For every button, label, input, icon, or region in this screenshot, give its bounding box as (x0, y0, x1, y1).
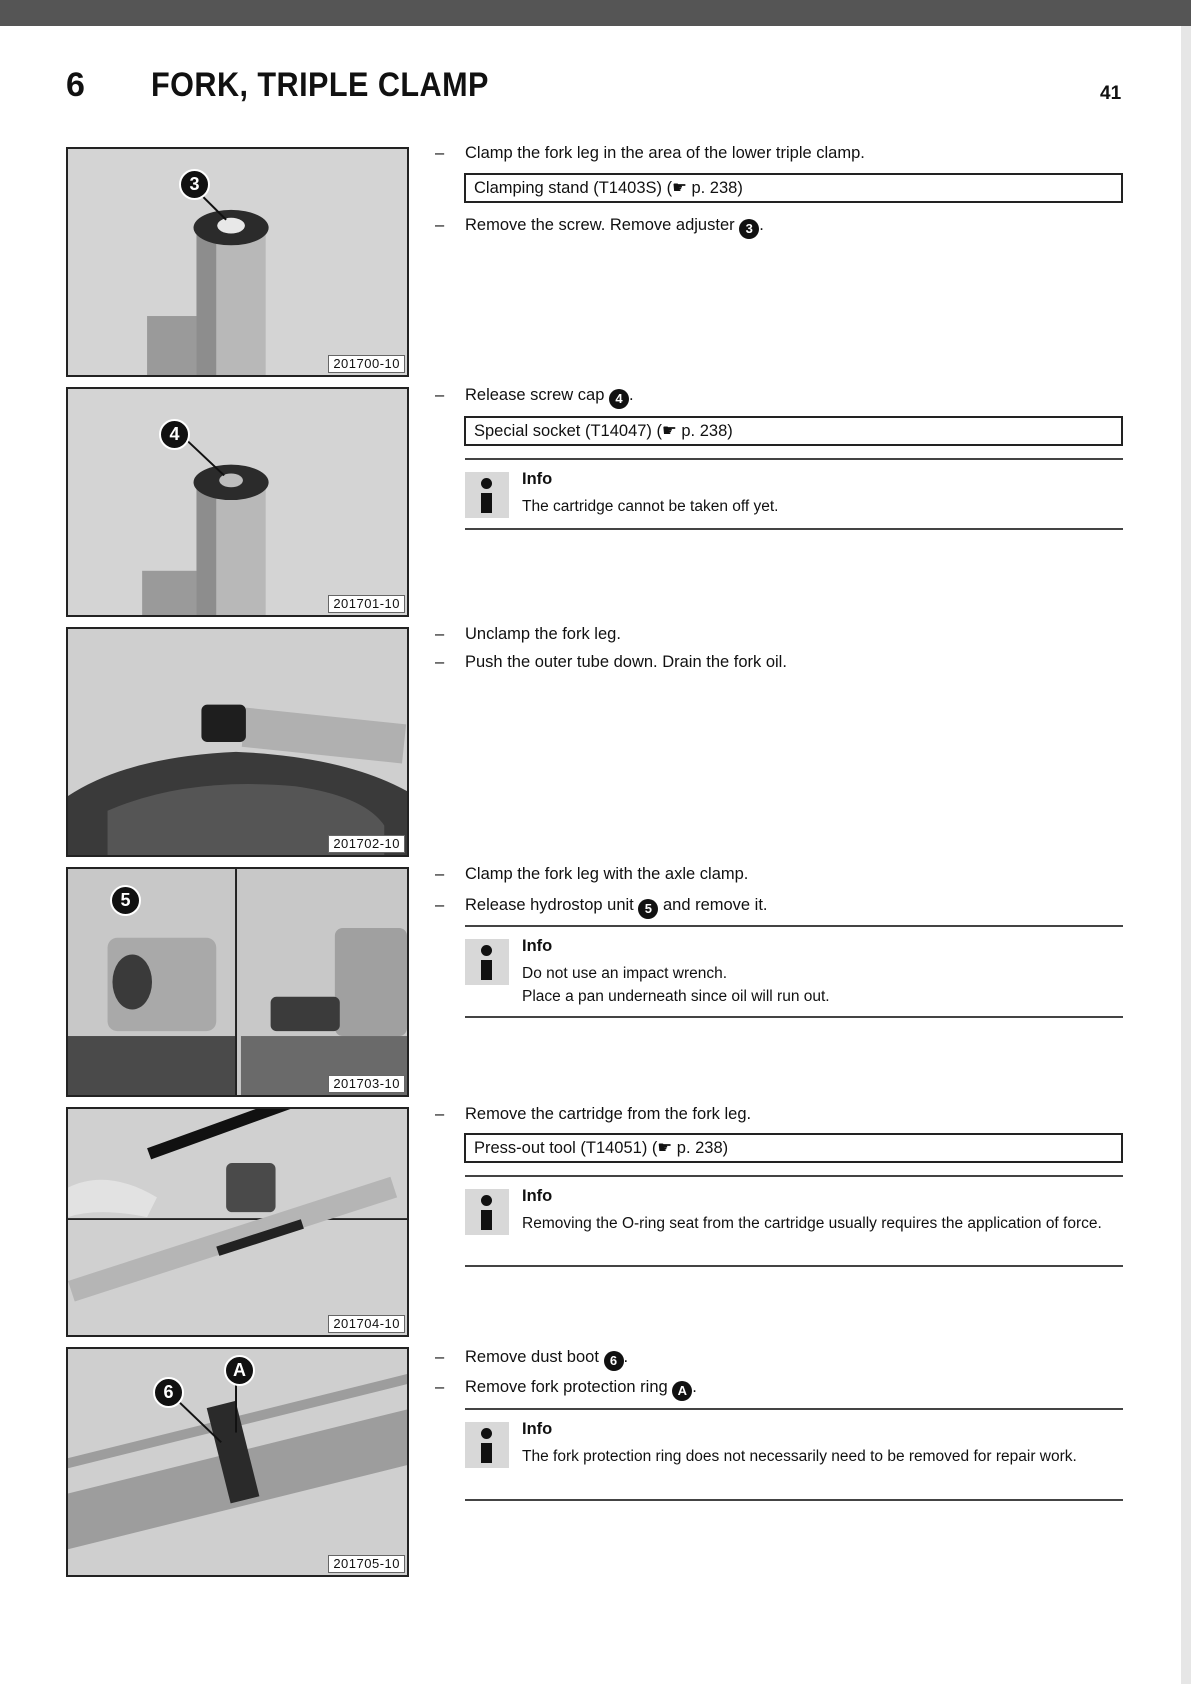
callout-5-inline: 5 (638, 899, 658, 919)
info-icon (465, 939, 509, 985)
bullet-dash: – (435, 653, 445, 671)
step-text: Remove the cartridge from the fork leg. (465, 1105, 752, 1123)
info-box (465, 925, 1123, 1018)
callout-5: 5 (110, 885, 141, 916)
info-heading: Info (522, 937, 553, 955)
step-text: Clamp the fork leg with the axle clamp. (465, 865, 749, 883)
info-heading: Info (522, 470, 553, 488)
callout-3-inline: 3 (739, 219, 759, 239)
press-out-illustration (68, 1109, 407, 1335)
info-heading: Info (522, 1420, 553, 1438)
step-text: Release screw cap 4 . (465, 385, 634, 409)
tool-reference: Press-out tool (T14051) (☛ p. 238) (464, 1133, 1123, 1163)
info-icon (465, 1189, 509, 1235)
info-heading: Info (522, 1187, 553, 1205)
tool-reference: Special socket (T14047) (☛ p. 238) (464, 416, 1123, 446)
page-number: 41 (1100, 83, 1122, 104)
bullet-dash: – (435, 625, 445, 643)
bullet-dash: – (435, 386, 445, 404)
photo-release-hydrostop (66, 867, 409, 1097)
callout-4-inline: 4 (609, 389, 629, 409)
bullet-dash: – (435, 896, 445, 914)
photo-remove-cartridge (66, 1107, 409, 1337)
fork-top-illustration (68, 149, 407, 375)
photo-code: 201702-10 (328, 835, 405, 853)
photo-remove-dust-boot (66, 1347, 409, 1577)
info-box (465, 1175, 1123, 1267)
photo-remove-adjuster (66, 147, 409, 377)
bullet-dash: – (435, 1378, 445, 1396)
callout-a-inline: A (672, 1381, 692, 1401)
callout-3: 3 (179, 169, 210, 200)
info-text: The fork protection ring does not necessarily need to be removed for repair work. (522, 1448, 1077, 1465)
photo-code: 201701-10 (328, 595, 405, 613)
bullet-dash: – (435, 1105, 445, 1123)
step-text: Remove fork protection ring A . (465, 1377, 697, 1401)
chapter-number: 6 (66, 66, 86, 104)
bullet-dash: – (435, 1348, 445, 1366)
step-text: Remove the screw. Remove adjuster 3 . (465, 215, 764, 239)
info-icon (465, 1422, 509, 1468)
callout-a: A (224, 1355, 255, 1386)
photo-code: 201700-10 (328, 355, 405, 373)
fork-cap-illustration (68, 389, 407, 615)
tool-reference: Clamping stand (T1403S) (☛ p. 238) (464, 173, 1123, 203)
callout-6-inline: 6 (604, 1351, 624, 1371)
info-text: Removing the O-ring seat from the cartridge usually requires the application of force. (522, 1215, 1102, 1232)
chapter-title: FORK, TRIPLE CLAMP (151, 66, 489, 104)
bullet-dash: – (435, 865, 445, 883)
photo-code: 201703-10 (328, 1075, 405, 1093)
step-text: Release hydrostop unit 5 and remove it. (465, 895, 768, 919)
info-icon (465, 472, 509, 518)
photo-code: 201704-10 (328, 1315, 405, 1333)
photo-release-screw-cap (66, 387, 409, 617)
callout-4: 4 (159, 419, 190, 450)
callout-6: 6 (153, 1377, 184, 1408)
step-text: Remove dust boot 6 . (465, 1347, 628, 1371)
info-box (465, 1408, 1123, 1501)
bullet-dash: – (435, 216, 445, 234)
info-box (465, 458, 1123, 530)
photo-drain-fork-oil (66, 627, 409, 857)
step-text: Unclamp the fork leg. (465, 625, 621, 643)
step-text: Push the outer tube down. Drain the fork oil. (465, 653, 787, 671)
info-text: The cartridge cannot be taken off yet. (522, 498, 779, 515)
photo-code: 201705-10 (328, 1555, 405, 1573)
bullet-dash: – (435, 144, 445, 162)
info-text: Do not use an impact wrench. Place a pan underneath since oil will run out. (522, 965, 830, 1005)
drain-pan-illustration (68, 629, 407, 855)
top-bar (0, 0, 1191, 26)
step-text: Clamp the fork leg in the area of the lower triple clamp. (465, 144, 865, 162)
page-edge (1181, 26, 1191, 1684)
